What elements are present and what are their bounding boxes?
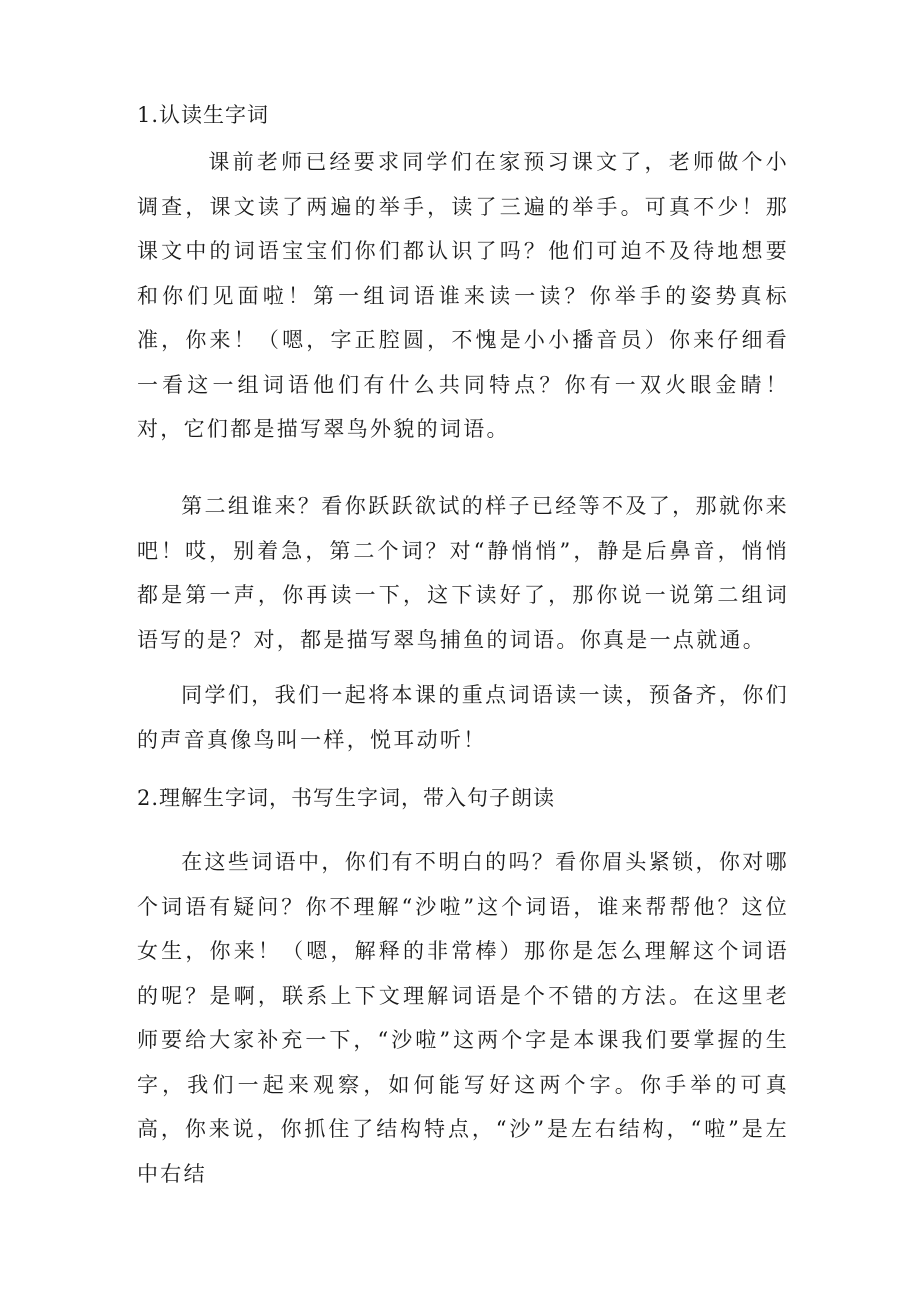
section-heading-understand-write-words: 2.理解生字词，书写生字词，带入句子朗读 (137, 786, 556, 810)
paragraph-preview-check: 课前老师已经要求同学们在家预习课文了，老师做个小调查，课文读了两遍的举手，读了三遍的举手。可真不少！那课文中的词语宝宝们你们都认识了吗？他们可迫不及待地想要和你们见面啦！第一组词语谁来读一读？你举手的姿势真标准，你来！（嗯，字正腔圆，不愧是小小播音员）你来仔细看一看这一组词语他们有什么共同特点？你有一双火眼金睛！对，它们都是描写翠鸟外貌的词语。 (137, 150, 789, 441)
paragraph-read-together: 同学们，我们一起将本课的重点词语读一读，预备齐，你们的声音真像鸟叫一样，悦耳动听！ (137, 683, 789, 752)
paragraph-second-group: 第二组谁来？看你跃跃欲试的样子已经等不及了，那就你来吧！哎，别着急，第二个词？对“静悄悄”，静是后鼻音，悄悄都是第一声，你再读一下，这下读好了，那你说一说第二组词语写的是？对，都是描写翠鸟捕鱼的词语。你真是一点就通。 (137, 494, 789, 652)
section-heading-recognize-words: 1.认读生字词 (137, 103, 270, 127)
paragraph-understand-shala: 在这些词语中，你们有不明白的吗？看你眉头紧锁，你对哪个词语有疑问？你不理解“沙啦”这个词语，谁来帮帮他？这位女生，你来！（嗯，解释的非常棒）那你是怎么理解这个词语的呢？是啊，联系上下文理解词语是个不错的方法。在这里老师要给大家补充一下，“沙啦”这两个字是本课我们要掌握的生字，我们一起来观察，如何能写好这两个字。你手举的可真高，你来说，你抓住了结构特点，“沙”是左右结构，“啦”是左中右结 (137, 850, 789, 1186)
